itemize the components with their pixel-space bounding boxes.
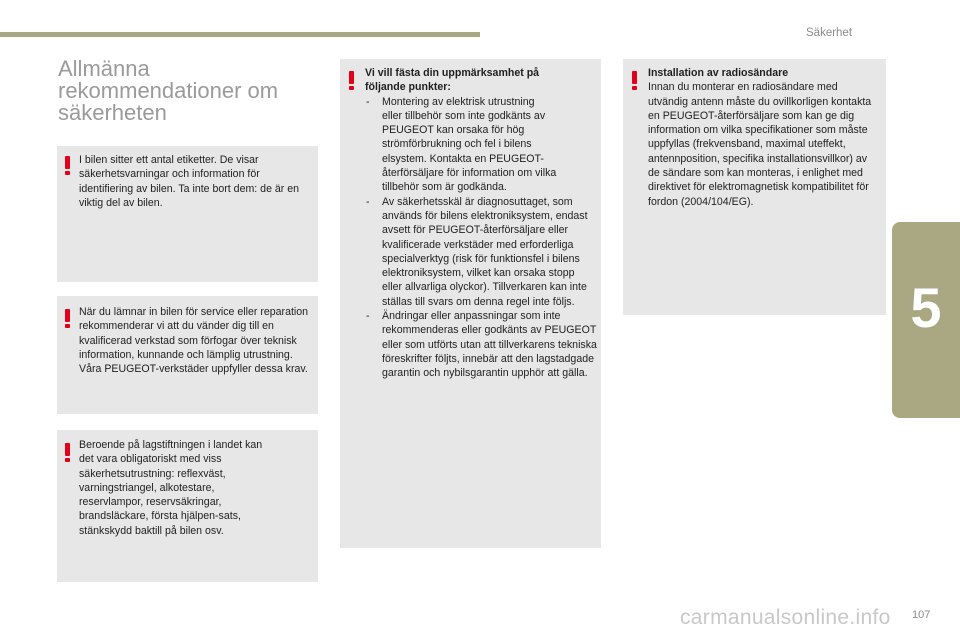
note-box-labels bbox=[57, 146, 318, 282]
warning-icon bbox=[349, 71, 354, 90]
note-text: Beroende på lagstiftningen i landet kan det vara obligatoriskt med viss säkerhetsutrustning: reflexväst, varningstriangel, alkotestare, reservlampor, reservsäkringar, brandsläckare, första hjälpen-sats, stänkskydd baktill på bilen osv. bbox=[79, 439, 263, 537]
warning-icon bbox=[65, 309, 70, 328]
warning-icon bbox=[65, 443, 70, 462]
chapter-number: 5 bbox=[910, 276, 942, 339]
note-box-service bbox=[57, 296, 318, 414]
warning-icon bbox=[65, 156, 70, 175]
radio-body: Innan du monterar en radiosändare med utvändig antenn måste du ovillkorligen kontakta en PEUGEOT-återförsäljare som kan ge dig information om vilka specifikationer som måste uppfyllas (frekvensband, maximal uteffekt, antennposition, specifika installationsvillkor) av de sändare som kan monteras, i enlighet med direktivet för elektromagnetisk kompatibilitet för fordon (2004/104/EG). bbox=[648, 81, 872, 208]
note-box-attention bbox=[340, 59, 601, 548]
radio-content bbox=[648, 66, 882, 209]
header-bar bbox=[0, 32, 480, 37]
note-box-equipment bbox=[57, 430, 318, 582]
list-item: - Montering av elektrisk utrustning eller tillbehör som inte godkänts av PEUGEOT kan orsaka för hög strömförbrukning och fel i bilens elsystem. Kontakta en PEUGEOT-återförsäljare för information om vilka tillbehör som är godkända. bbox=[365, 95, 557, 195]
attention-list bbox=[365, 95, 597, 381]
note-text: När du lämnar in bilen för service eller reparation rekommenderar vi att du vänder dig till en kvalificerad verkstad som förfogar över teknisk information, kunnande och lämplig utrustning. Våra PEUGEOT-verkstäder uppfyller dessa krav. bbox=[79, 306, 309, 376]
section-label: Säkerhet bbox=[806, 27, 853, 39]
list-item: - Av säkerhetsskäl är diagnosuttaget, som används för bilens elektroniksystem, endast avsett för PEUGEOT-återförsäljare eller kvalificerade verkstäder med erforderliga specialverktyg (risk för funktionsfel i bilens elektroniksystem, vilket kan orsaka stopp eller allvarliga olyckor). Tillverkaren kan inte ställas till svars om denna regel inte följs. bbox=[365, 195, 597, 309]
note-box-radio bbox=[623, 59, 886, 315]
page-title: Allmänna rekommendationer om säkerheten bbox=[58, 56, 279, 125]
list-item: - Ändringar eller anpassningar som inte rekommenderas eller godkänts av PEUGEOT eller som utförts utan att tillverkarens tekniska föreskrifter följts, innebär att den lagstadgade garantin och nybilsgarantin upphör att gälla. bbox=[365, 309, 597, 380]
watermark: carmanualsonline.info bbox=[680, 606, 891, 629]
chapter-tab bbox=[892, 222, 960, 418]
warning-icon bbox=[632, 71, 637, 90]
attention-heading: Vi vill fästa din uppmärksamhet på följande punkter: bbox=[365, 67, 540, 94]
note-text: I bilen sitter ett antal etiketter. De visar säkerhetsvarningar och information för identifiering av bilen. Ta inte bort dem: de är en viktig del av bilen. bbox=[79, 154, 300, 209]
attention-content bbox=[365, 66, 597, 381]
page-number: 107 bbox=[912, 609, 931, 621]
radio-heading: Installation av radiosändare bbox=[648, 67, 789, 79]
